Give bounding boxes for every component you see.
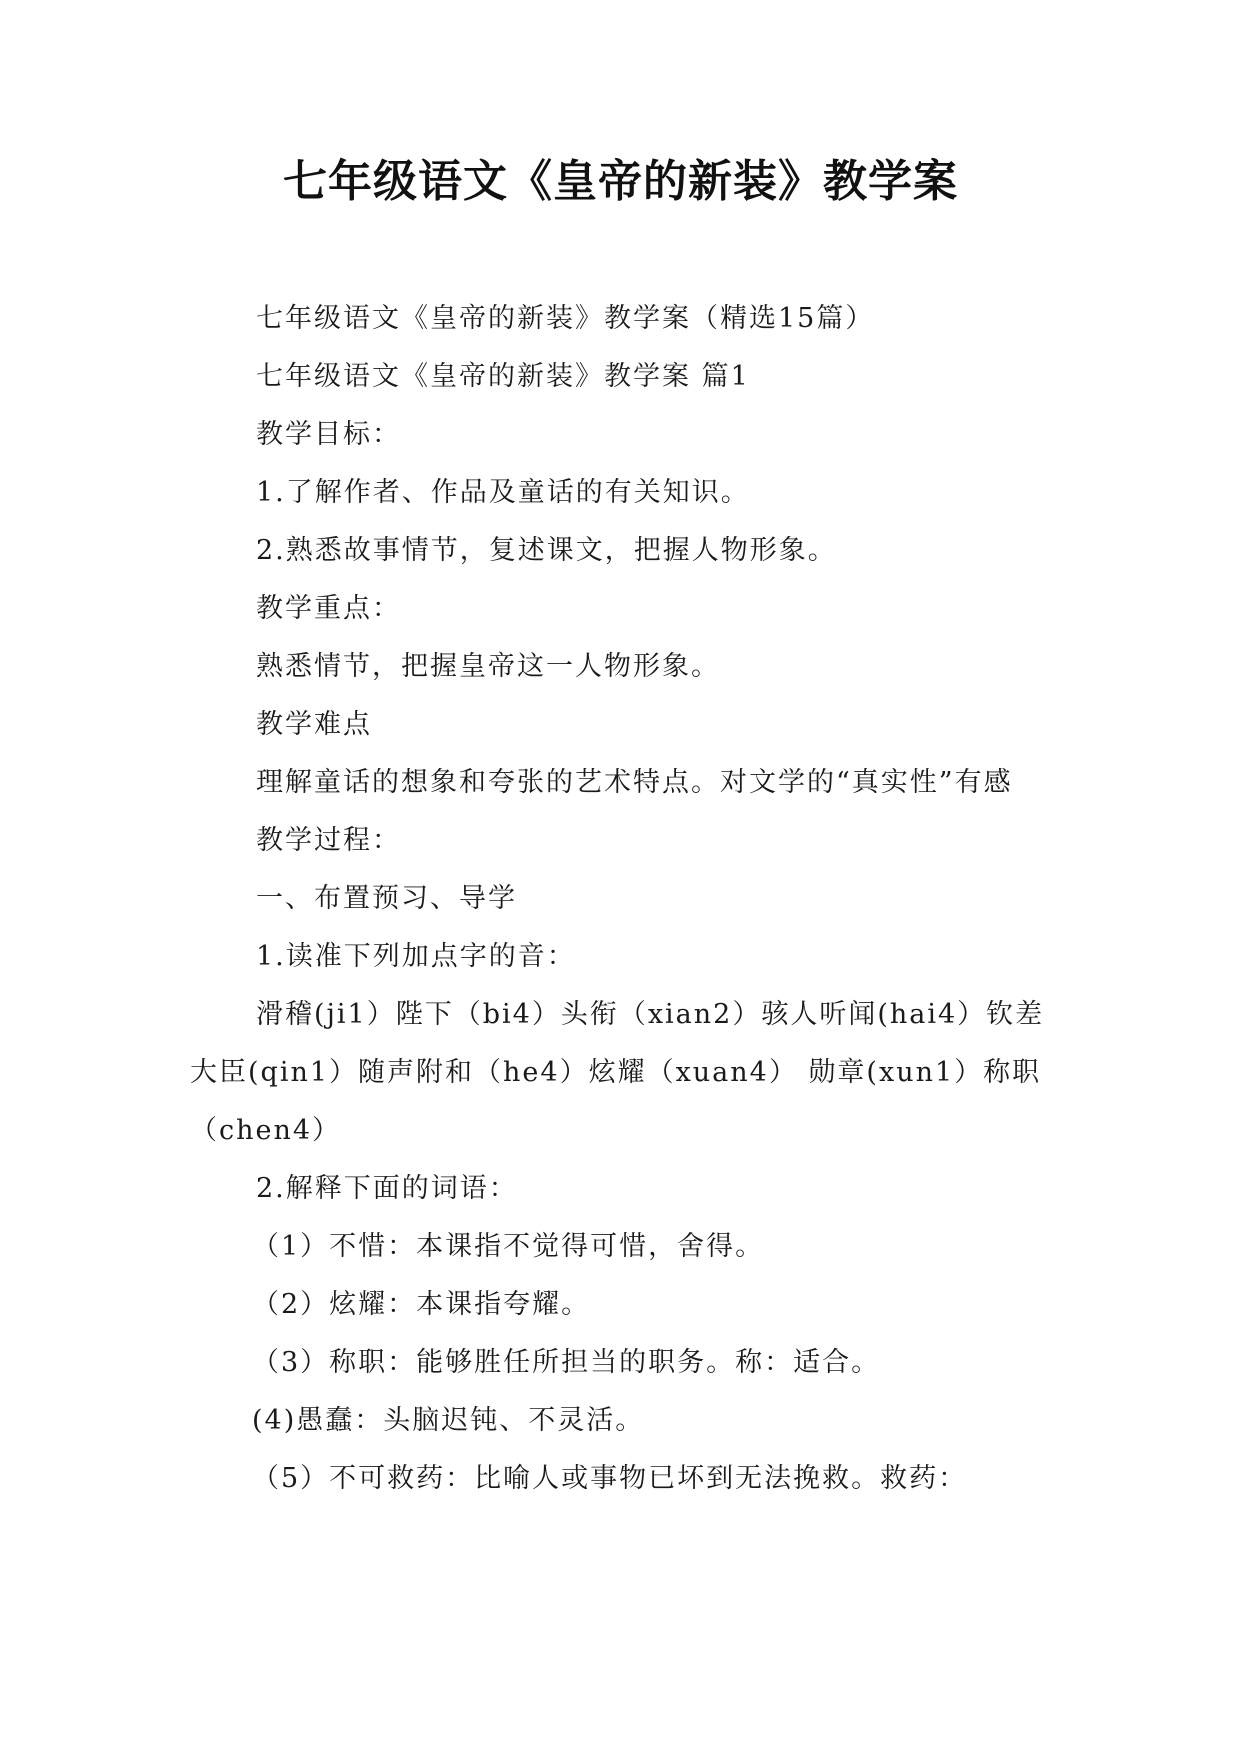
paragraph-vocabulary-5: （5）不可救药：比喻人或事物已坏到无法挽救。救药： (252, 1463, 968, 1494)
paragraph-vocabulary-1: （1）不惜：本课指不觉得可惜，舍得。 (252, 1231, 765, 1262)
paragraph-subtitle: 七年级语文《皇帝的新装》教学案（精选15篇） (256, 303, 875, 334)
paragraph-goals-heading: 教学目标： (256, 419, 401, 450)
paragraph-focus-heading: 教学重点： (256, 593, 401, 624)
paragraph-pronunciation-heading: 1.读准下列加点字的音： (256, 941, 576, 972)
document-body (190, 290, 1050, 1508)
paragraph-process-heading: 教学过程： (256, 825, 401, 856)
paragraph-vocabulary-3: （3）称职：能够胜任所担当的职务。称：适合。 (252, 1347, 881, 1378)
paragraph-goal-1: 1.了解作者、作品及童话的有关知识。 (256, 477, 750, 508)
paragraph-pronunciation-list: 滑稽(ji1）陛下（bi4）头衔（xian2）骇人听闻(hai4）钦差大臣(qin1）随声附和（he4）炫耀（xuan4） 勋章(xun1）称职（chen4） (190, 999, 1045, 1146)
paragraph-difficulty-heading: 教学难点 (256, 709, 372, 740)
paragraph-vocabulary-heading: 2.解释下面的词语： (256, 1173, 518, 1204)
paragraph-difficulty: 理解童话的想象和夸张的艺术特点。对文学的“真实性”有感 (256, 767, 1013, 798)
paragraph-step-1: 一、布置预习、导学 (256, 883, 517, 914)
paragraph-focus: 熟悉情节，把握皇帝这一人物形象。 (256, 651, 720, 682)
paragraph-vocabulary-4: (4)愚蠢：头脑迟钝、不灵活。 (252, 1405, 645, 1436)
paragraph-section-heading: 七年级语文《皇帝的新装》教学案 篇1 (256, 361, 750, 392)
paragraph-vocabulary-2: （2）炫耀：本课指夸耀。 (252, 1289, 591, 1320)
paragraph-goal-2: 2.熟悉故事情节，复述课文，把握人物形象。 (256, 535, 837, 566)
document-title: 七年级语文《皇帝的新装》教学案 (283, 156, 958, 207)
